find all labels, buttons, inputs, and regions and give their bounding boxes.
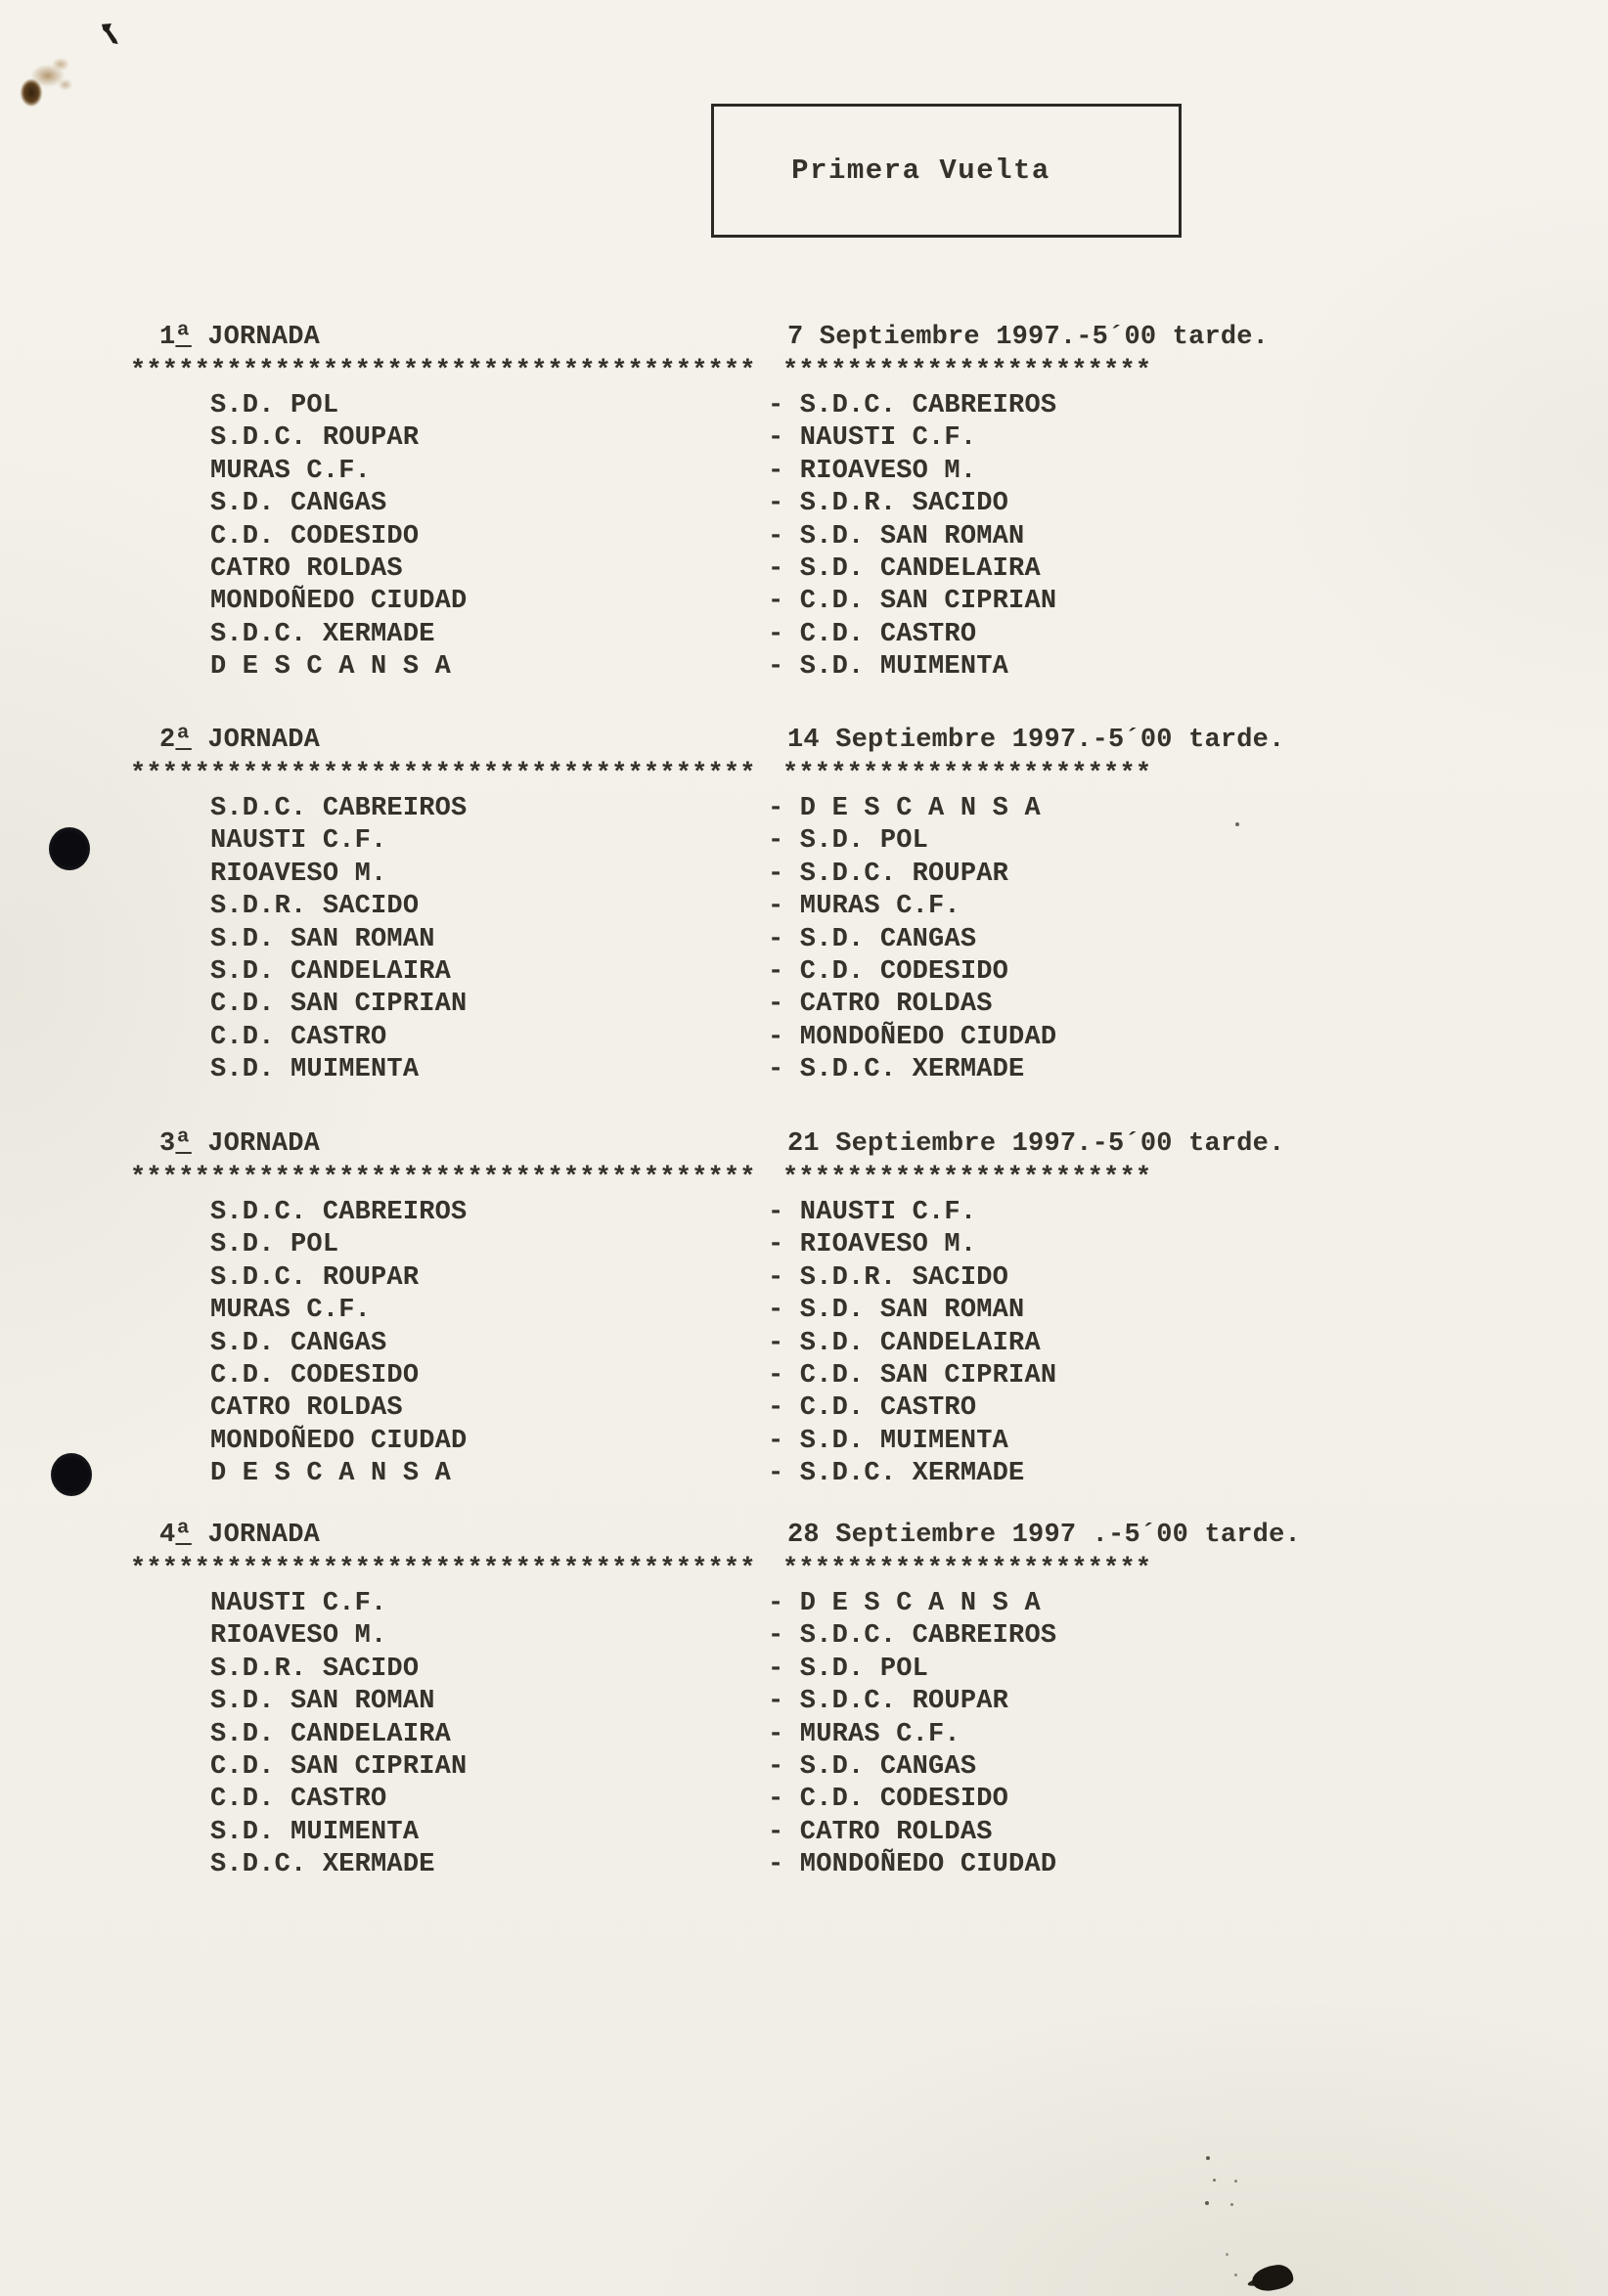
speck <box>1213 2179 1216 2182</box>
home-team: S.D. CANDELAIRA <box>210 956 452 987</box>
match-row <box>0 1621 1608 1654</box>
home-team: S.D.R. SACIDO <box>210 1654 420 1684</box>
match-row <box>0 794 1608 826</box>
away-team: - CATRO ROLDAS <box>768 990 993 1020</box>
home-team: NAUSTI C.F. <box>210 826 387 857</box>
jornada-ordinal: ª <box>175 1521 192 1550</box>
jornada-label <box>159 323 320 352</box>
match-row <box>0 587 1608 619</box>
match-row <box>0 1589 1608 1621</box>
away-team: - S.D. POL <box>768 1654 929 1684</box>
jornada-number: 1 <box>159 323 176 352</box>
home-team: MONDOÑEDO CIUDAD <box>210 587 468 617</box>
away-team: - C.D. SAN CIPRIAN <box>768 1360 1057 1391</box>
ink-stain <box>14 52 72 109</box>
away-team: - S.D.C. XERMADE <box>768 1055 1025 1085</box>
match-row <box>0 423 1608 456</box>
away-team: - C.D. CODESIDO <box>768 956 1009 987</box>
page-title: Primera Vuelta <box>791 155 1050 187</box>
jornada-section-2 <box>0 726 1608 1088</box>
match-row <box>0 1459 1608 1491</box>
away-team: - RIOAVESO M. <box>768 456 977 486</box>
home-team: D E S C A N S A <box>210 1459 452 1489</box>
home-team: CATRO ROLDAS <box>210 553 403 584</box>
away-team: - MURAS C.F. <box>768 1719 960 1749</box>
jornada-ordinal: ª <box>175 1129 192 1159</box>
away-team: - S.D.C. ROUPAR <box>768 1687 1009 1717</box>
speck <box>1205 2201 1209 2205</box>
home-team: MURAS C.F. <box>210 1296 372 1326</box>
away-team: - D E S C A N S A <box>768 794 1041 823</box>
jornada-label <box>159 1521 320 1550</box>
match-row <box>0 620 1608 652</box>
match-row <box>0 652 1608 684</box>
stars-left: *************************************** <box>130 760 756 789</box>
away-team: - NAUSTI C.F. <box>768 1198 977 1227</box>
jornada-word: JORNADA <box>191 1129 321 1159</box>
stars-right: *********************** <box>782 1164 1152 1193</box>
speck <box>1206 2156 1210 2160</box>
jornada-date: 21 Septiembre 1997.-5´00 tarde. <box>787 1129 1285 1159</box>
stars-right: *********************** <box>782 357 1152 386</box>
match-row <box>0 554 1608 587</box>
match-row <box>0 1687 1608 1719</box>
home-team: S.D.C. ROUPAR <box>210 423 420 454</box>
match-row <box>0 826 1608 859</box>
away-team: - S.D. SAN ROMAN <box>768 1296 1025 1326</box>
home-team: S.D.C. ROUPAR <box>210 1262 420 1293</box>
away-team: - S.D. CANDELAIRA <box>768 1328 1041 1358</box>
jornada-header-row <box>0 323 1608 357</box>
jornada-section-3 <box>0 1129 1608 1492</box>
match-row <box>0 1296 1608 1328</box>
match-row <box>0 860 1608 892</box>
home-team: CATRO ROLDAS <box>210 1393 403 1424</box>
away-team: - S.D.R. SACIDO <box>768 489 1009 519</box>
stars-left: *************************************** <box>130 1164 756 1193</box>
jornada-label <box>159 726 320 755</box>
title-box <box>711 104 1182 238</box>
speck <box>1234 2180 1237 2183</box>
away-team: - S.D. CANGAS <box>768 924 977 954</box>
home-team: C.D. CASTRO <box>210 1022 387 1052</box>
home-team: S.D.C. CABREIROS <box>210 794 468 823</box>
away-team: - D E S C A N S A <box>768 1589 1041 1618</box>
home-team: NAUSTI C.F. <box>210 1589 387 1618</box>
jornada-word: JORNADA <box>191 323 321 352</box>
match-row <box>0 1230 1608 1262</box>
match-row <box>0 925 1608 957</box>
jornada-word: JORNADA <box>191 1521 321 1550</box>
jornada-header-row <box>0 1521 1608 1555</box>
home-team: S.D. POL <box>210 1230 339 1260</box>
home-team: S.D. MUIMENTA <box>210 1055 420 1085</box>
away-team: - C.D. CODESIDO <box>768 1785 1009 1815</box>
hole-punch-top <box>49 827 90 870</box>
jornada-number: 3 <box>159 1129 176 1159</box>
away-team: - S.D.R. SACIDO <box>768 1262 1009 1293</box>
away-team: - C.D. CASTRO <box>768 1393 977 1424</box>
away-team: - NAUSTI C.F. <box>768 423 977 454</box>
away-team: - MONDOÑEDO CIUDAD <box>768 1850 1057 1880</box>
home-team: S.D. POL <box>210 391 339 420</box>
away-team: - S.D. POL <box>768 826 929 857</box>
away-team: - S.D.C. XERMADE <box>768 1459 1025 1489</box>
match-row <box>0 1198 1608 1230</box>
away-team: - C.D. SAN CIPRIAN <box>768 587 1057 617</box>
home-team: C.D. CASTRO <box>210 1785 387 1815</box>
match-row <box>0 1329 1608 1361</box>
away-team: - S.D. CANDELAIRA <box>768 553 1041 584</box>
home-team: S.D.C. XERMADE <box>210 1850 435 1880</box>
jornada-ordinal: ª <box>175 726 192 755</box>
speck <box>1230 2203 1233 2206</box>
jornada-header-row <box>0 726 1608 760</box>
away-team: - RIOAVESO M. <box>768 1230 977 1260</box>
match-row <box>0 522 1608 554</box>
stars-right: *********************** <box>782 1555 1152 1584</box>
home-team: MURAS C.F. <box>210 456 372 486</box>
away-team: - S.D. MUIMENTA <box>768 1426 1009 1456</box>
stars-left: *************************************** <box>130 357 756 386</box>
home-team: S.D. CANGAS <box>210 489 387 519</box>
home-team: C.D. CODESIDO <box>210 521 420 552</box>
match-row <box>0 892 1608 924</box>
home-team: MONDOÑEDO CIUDAD <box>210 1426 468 1456</box>
away-team: - CATRO ROLDAS <box>768 1817 993 1847</box>
match-row <box>0 391 1608 423</box>
match-row <box>0 457 1608 489</box>
stars-left: *************************************** <box>130 1555 756 1584</box>
home-team: C.D. CODESIDO <box>210 1360 420 1391</box>
home-team: S.D. CANGAS <box>210 1328 387 1358</box>
home-team: RIOAVESO M. <box>210 1621 387 1652</box>
speck <box>1226 2253 1228 2256</box>
jornada-ordinal: ª <box>175 323 192 352</box>
match-row <box>0 1818 1608 1850</box>
home-team: S.D. MUIMENTA <box>210 1817 420 1847</box>
jornada-word: JORNADA <box>191 726 321 755</box>
jornada-date: 14 Septiembre 1997.-5´00 tarde. <box>787 726 1285 755</box>
corner-ink-blob <box>1250 2263 1294 2293</box>
stars-right: *********************** <box>782 760 1152 789</box>
pen-tick-mark <box>102 23 120 44</box>
away-team: - S.D. MUIMENTA <box>768 652 1009 683</box>
match-row <box>0 1263 1608 1296</box>
speck <box>1234 2274 1237 2276</box>
match-row <box>0 1720 1608 1752</box>
home-team: C.D. SAN CIPRIAN <box>210 1751 468 1782</box>
home-team: C.D. SAN CIPRIAN <box>210 990 468 1020</box>
match-row <box>0 990 1608 1022</box>
match-row <box>0 1655 1608 1687</box>
away-team: - C.D. CASTRO <box>768 619 977 649</box>
match-row <box>0 1850 1608 1882</box>
match-row <box>0 489 1608 521</box>
away-team: - S.D.C. ROUPAR <box>768 859 1009 889</box>
match-row <box>0 1785 1608 1817</box>
jornada-section-1 <box>0 323 1608 685</box>
speck <box>1235 822 1239 826</box>
home-team: S.D. CANDELAIRA <box>210 1719 452 1749</box>
jornada-section-4 <box>0 1521 1608 1883</box>
match-row <box>0 1361 1608 1393</box>
match-row <box>0 957 1608 990</box>
away-team: - MURAS C.F. <box>768 892 960 922</box>
home-team: S.D.C. XERMADE <box>210 619 435 649</box>
jornada-date: 28 Septiembre 1997 .-5´00 tarde. <box>787 1521 1301 1550</box>
match-row <box>0 1752 1608 1785</box>
hole-punch-bottom <box>51 1453 92 1496</box>
stars-row <box>0 760 1608 794</box>
match-row <box>0 1393 1608 1426</box>
stars-row <box>0 1555 1608 1589</box>
jornada-label <box>159 1129 320 1159</box>
match-row <box>0 1427 1608 1459</box>
home-team: S.D.C. CABREIROS <box>210 1198 468 1227</box>
home-team: RIOAVESO M. <box>210 859 387 889</box>
match-row <box>0 1023 1608 1055</box>
away-team: - S.D.C. CABREIROS <box>768 1621 1057 1652</box>
home-team: S.D. SAN ROMAN <box>210 924 435 954</box>
jornada-date: 7 Septiembre 1997.-5´00 tarde. <box>787 323 1270 352</box>
stars-row <box>0 1164 1608 1198</box>
away-team: - S.D.C. CABREIROS <box>768 391 1057 420</box>
home-team: D E S C A N S A <box>210 652 452 683</box>
away-team: - MONDOÑEDO CIUDAD <box>768 1022 1057 1052</box>
jornada-number: 2 <box>159 726 176 755</box>
jornada-number: 4 <box>159 1521 176 1550</box>
home-team: S.D. SAN ROMAN <box>210 1687 435 1717</box>
stars-row <box>0 357 1608 391</box>
away-team: - S.D. CANGAS <box>768 1751 977 1782</box>
away-team: - S.D. SAN ROMAN <box>768 521 1025 552</box>
match-row <box>0 1055 1608 1087</box>
home-team: S.D.R. SACIDO <box>210 892 420 922</box>
jornada-header-row <box>0 1129 1608 1164</box>
